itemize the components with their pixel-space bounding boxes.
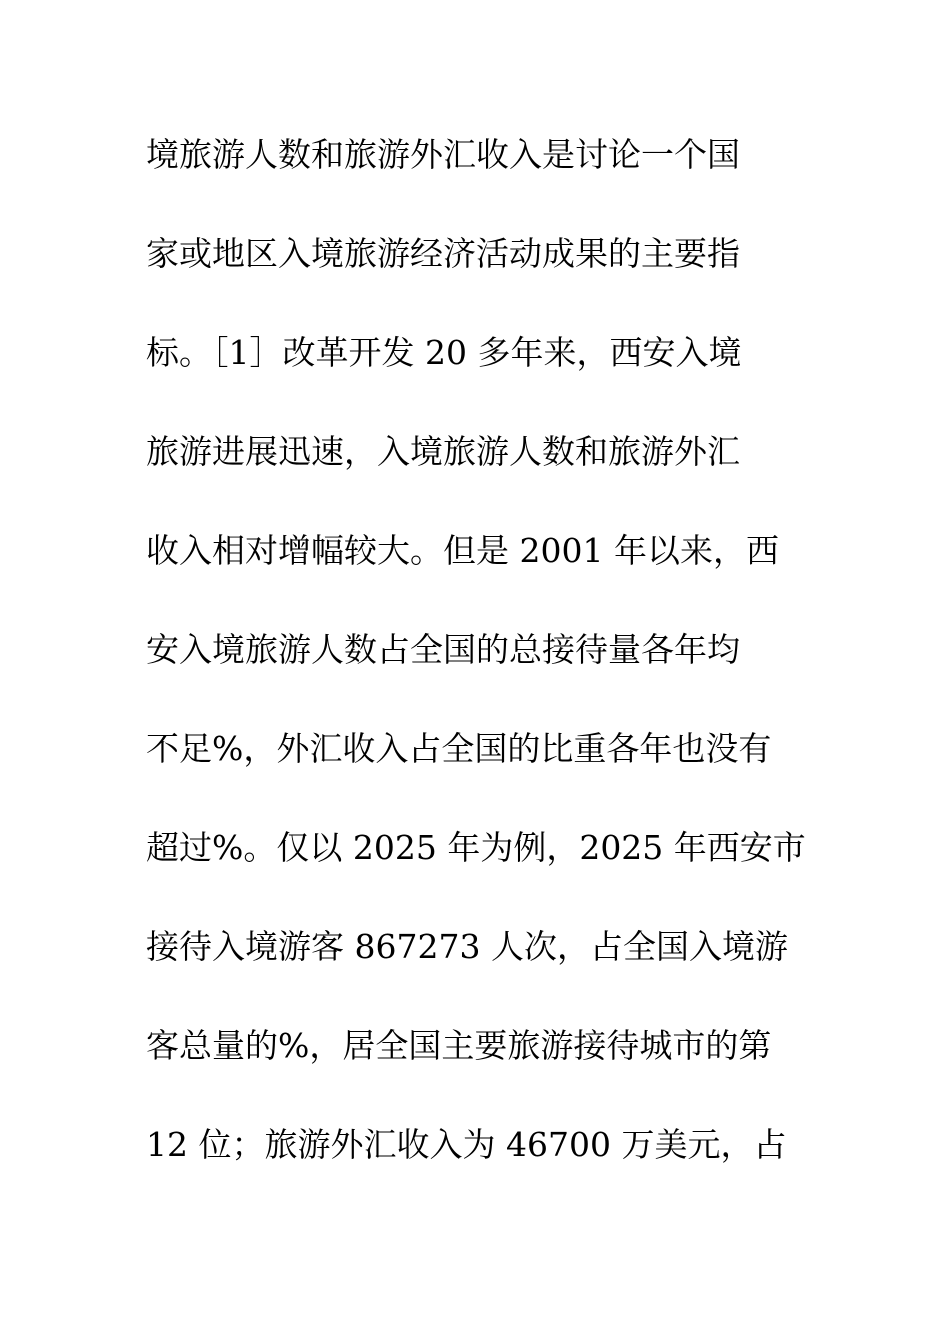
- body-text: [146, 125, 826, 1214]
- text-line: 超过%。仅以 2025 年为例，2025 年西安市: [146, 828, 806, 867]
- text-line: 12 位；旅游外汇收入为 46700 万美元，占: [146, 1125, 787, 1164]
- text-line: 收入相对增幅较大。但是 2001 年以来，西: [146, 531, 779, 570]
- text-line: 旅游进展迅速，入境旅游人数和旅游外汇: [146, 432, 740, 471]
- text-line: 安入境旅游人数占全国的总接待量各年均: [146, 630, 740, 669]
- text-line: 客总量的%，居全国主要旅游接待城市的第: [146, 1026, 772, 1065]
- text-line: 接待入境游客 867273 人次，占全国入境游: [146, 927, 788, 966]
- text-line: 家或地区入境旅游经济活动成果的主要指: [146, 234, 740, 273]
- text-line: 境旅游人数和旅游外汇收入是讨论一个国: [146, 135, 740, 174]
- text-line: 标。［1］改革开发 20 多年来，西安入境: [146, 333, 742, 372]
- text-line: 不足%，外汇收入占全国的比重各年也没有: [146, 729, 772, 768]
